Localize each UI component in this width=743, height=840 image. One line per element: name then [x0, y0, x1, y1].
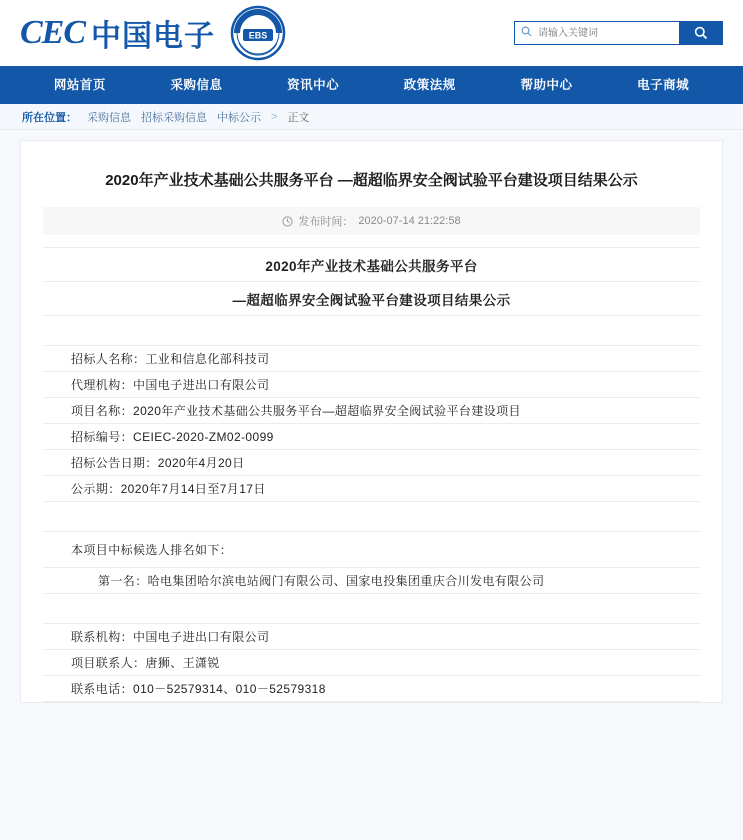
agency-text: 代理机构：中国电子进出口有限公司 — [71, 378, 270, 392]
heading-line2-text: —超超临界安全阀试验平台建设项目结果公示 — [232, 292, 511, 308]
breadcrumb-label: 所在位置： — [22, 111, 77, 124]
article-row-candidate-first — [43, 568, 700, 594]
bid-number-text: 招标编号：CEIEC-2020-ZM02-0099 — [71, 430, 274, 444]
site-header — [0, 0, 743, 66]
project-name-text: 项目名称：2020年产业技术基础公共服务平台—超超临界安全阀试验平台建设项目 — [71, 404, 521, 418]
article-row-contact-phone — [43, 676, 700, 702]
article-body — [43, 247, 700, 702]
contact-org-text: 联系机构：中国电子进出口有限公司 — [71, 630, 270, 644]
breadcrumb — [0, 104, 743, 130]
breadcrumb-item-bidding[interactable]: 招标采购信息 — [141, 111, 207, 124]
article-row-publicity-period — [43, 476, 700, 502]
site-logo[interactable] — [20, 5, 289, 61]
publish-time-label: 发布时间： — [298, 216, 354, 228]
candidates-intro-text: 本项目中标候选人排名如下： — [71, 543, 233, 557]
article-heading-line1 — [43, 248, 700, 282]
clock-icon — [282, 216, 293, 227]
nav-item-policy[interactable]: 政策法规 — [403, 78, 456, 92]
article-row-contact-person — [43, 650, 700, 676]
breadcrumb-item-procurement[interactable]: 采购信息 — [87, 111, 131, 124]
search-input[interactable] — [536, 27, 670, 40]
article-card — [20, 140, 723, 703]
publish-time-value: 2020-07-14 21:22:58 — [358, 215, 461, 227]
nav-item-mall[interactable]: 电子商城 — [637, 78, 690, 92]
search-button[interactable] — [679, 21, 723, 45]
svg-text:EBS: EBS — [248, 30, 268, 41]
breadcrumb-item-award-notice[interactable]: 中标公示 — [217, 111, 261, 124]
logo-chinese-text: 中国电子 — [91, 20, 216, 53]
magnifier-icon — [694, 26, 708, 40]
announcement-date-text: 招标公告日期：2020年4月20日 — [71, 456, 245, 470]
page-background — [0, 130, 743, 840]
search-icon — [521, 26, 532, 40]
contact-person-text: 项目联系人：唐狮、王潇锐 — [71, 656, 220, 670]
article-row-blank-1 — [43, 316, 700, 346]
article-row-bidder-name — [43, 346, 700, 372]
publish-meta — [43, 207, 700, 235]
page-title: 2020年产业技术基础公共服务平台 —超超临界安全阀试验平台建设项目结果公示 — [105, 172, 638, 189]
nav-item-news[interactable]: 资讯中心 — [287, 78, 340, 92]
nav-item-home[interactable]: 网站首页 — [53, 78, 106, 92]
article-row-agency — [43, 372, 700, 398]
article-row-blank-3 — [43, 594, 700, 624]
logo-cec-text: CEC — [20, 14, 86, 51]
article-row-project-name — [43, 398, 700, 424]
article-row-announcement-date — [43, 450, 700, 476]
search-field-wrap[interactable] — [514, 21, 679, 45]
heading-line1-text: 2020年产业技术基础公共服务平台 — [265, 258, 478, 274]
main-navigation — [0, 66, 743, 104]
article-row-bid-number — [43, 424, 700, 450]
publicity-period-text: 公示期：2020年7月14日至7月17日 — [71, 482, 266, 496]
article-heading-line2 — [43, 282, 700, 316]
breadcrumb-current: 正文 — [287, 111, 310, 124]
ebs-seal-icon — [227, 5, 289, 61]
article-row-blank-2 — [43, 502, 700, 532]
article-row-contact-org — [43, 624, 700, 650]
article-row-candidates-intro — [43, 532, 700, 568]
breadcrumb-separator: > — [271, 110, 278, 123]
contact-phone-text: 联系电话：010－52579314、010－52579318 — [71, 682, 326, 696]
bidder-name-text: 招标人名称：工业和信息化部科技司 — [71, 352, 270, 366]
nav-item-help[interactable]: 帮助中心 — [520, 78, 573, 92]
site-search[interactable] — [514, 21, 723, 45]
candidate-first-text: 第一名：哈电集团哈尔滨电站阀门有限公司、国家电投集团重庆合川发电有限公司 — [98, 574, 545, 588]
nav-item-procurement[interactable]: 采购信息 — [170, 78, 223, 92]
